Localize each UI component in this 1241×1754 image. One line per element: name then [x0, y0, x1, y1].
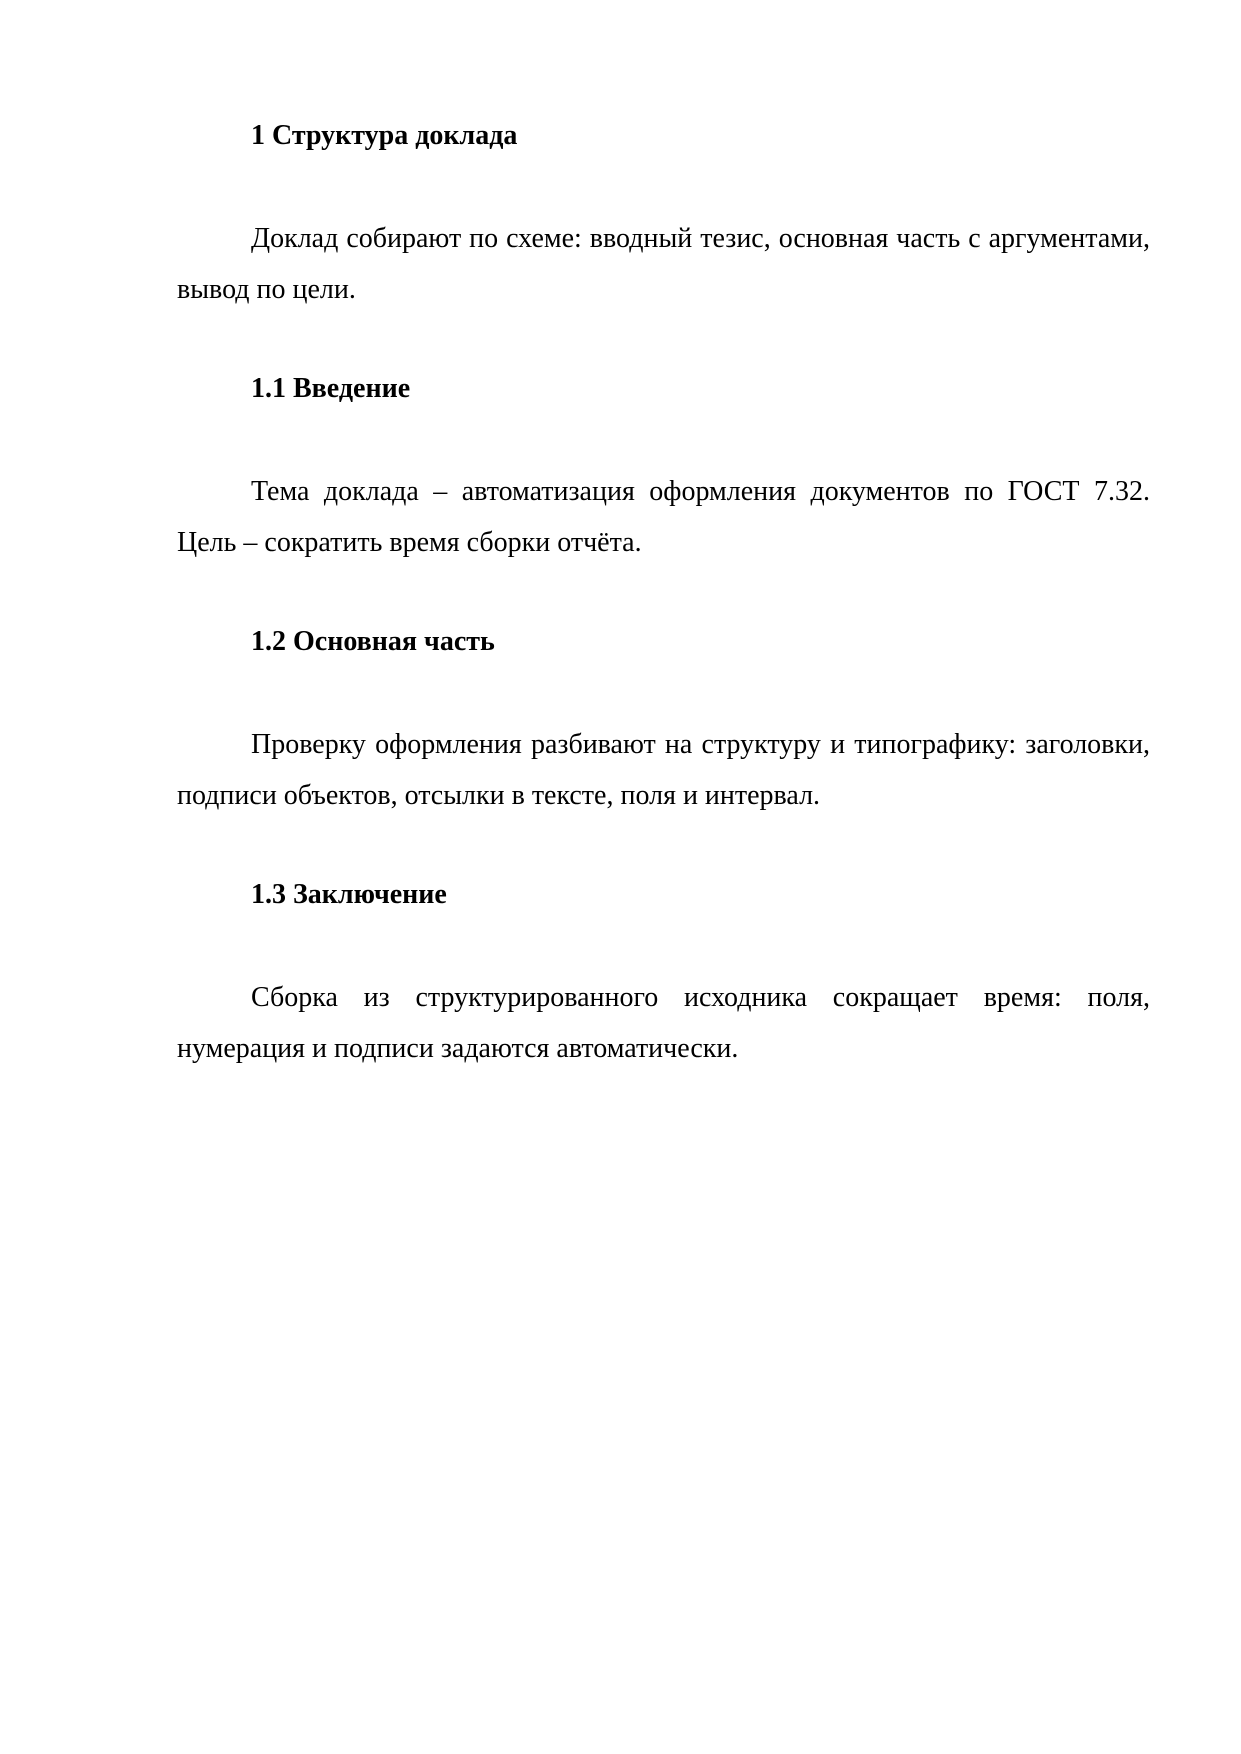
subsection-heading-introduction: 1.1 Введение	[251, 373, 411, 404]
main-part-paragraph: Проверку оформления разбивают на структуру и типографику: заголовки, подписи объектов, отсылки в тексте, поля и интервал.	[177, 729, 1150, 811]
introduction-paragraph: Тема доклада – автоматизация оформления документов по ГОСТ 7.32. Цель – сократить время сборки отчёта.	[177, 476, 1150, 558]
subsection-heading-conclusion: 1.3 Заключение	[251, 879, 447, 910]
section-heading: 1 Структура доклада	[251, 120, 518, 151]
subsection-heading-main-part: 1.2 Основная часть	[251, 626, 495, 657]
section-paragraph: Доклад собирают по схеме: вводный тезис, основная часть с аргументами, вывод по цели.	[177, 223, 1150, 305]
conclusion-paragraph: Сборка из структурированного исходника сокращает время: поля, нумерация и подписи задаются автоматически.	[177, 982, 1150, 1064]
